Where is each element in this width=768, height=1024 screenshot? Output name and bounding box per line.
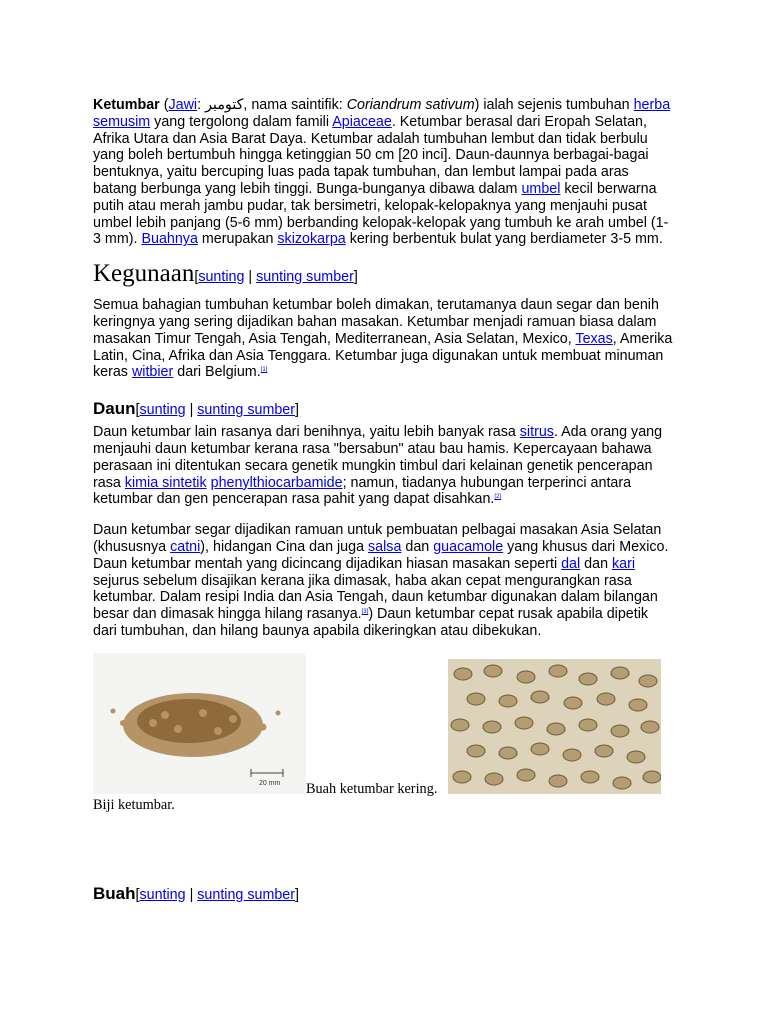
term-ketumbar: Ketumbar	[93, 97, 160, 113]
intro-paragraph	[93, 97, 673, 248]
edit-source-link[interactable]: sunting sumber	[256, 269, 354, 286]
link-kimia-sintetik[interactable]: kimia sintetik	[124, 474, 207, 491]
edit-links	[194, 269, 358, 285]
coriander-seeds-image[interactable]	[448, 659, 661, 794]
link-herba[interactable]: herba	[633, 97, 671, 113]
seed-pile-illustration	[93, 653, 306, 794]
heading-buah	[93, 884, 299, 905]
daun-paragraph-1	[93, 424, 673, 508]
bracket: ]	[295, 887, 299, 903]
intro-text: kecil berwarna putih atau merah jambu pudar, tak bersimetri, kelopak-kelopaknya yang menjauhi pusat umbel lebih panjang (5-6 mm) berbanding kelopak-kelopak yang tumbuh ke arah umbel (1-3 mm).	[93, 180, 669, 248]
body-text: dan	[401, 538, 434, 555]
link-dal[interactable]: dal	[561, 555, 581, 572]
body-text: dari Belgium.	[173, 364, 261, 381]
intro-text: . Ketumbar berasal dari Eropah Selatan, Afrika Utara dan Asia Barat Daya. Ketumbar adalah tumbuhan lembut dan tidak berbulu yang boleh bertumbuh hingga ketinggian 50 cm [20 inci]. Daun-daunnya berbagai-bagai bentuknya, yaitu bercuping luas pada tapak tumbuhan, dan lembut lampai pada aras batang berbunga yang lebih tinggi. Bunga-bunganya dibawa dalam	[93, 113, 649, 197]
heading-text: Buah	[93, 884, 136, 903]
intro-text: (	[159, 97, 169, 113]
edit-links	[136, 887, 300, 903]
reference-2[interactable]: [2]	[494, 494, 502, 501]
link-guacamole[interactable]: guacamole	[433, 538, 504, 555]
link-texas[interactable]: Texas	[575, 330, 613, 347]
link-sitrus[interactable]: sitrus	[519, 424, 554, 441]
edit-link[interactable]: sunting	[139, 402, 186, 419]
body-text: sejurus sebelum disajikan kerana jika dimasak, haba akan cepat mengurangkan rasa ketumbar. Dalam resipi India dan Asia Tengah, daun ketumbar digunakan dalam bilangan besar dan dimasak hingga hilang rasanya.	[93, 572, 658, 623]
reference-3[interactable]: [3]	[361, 609, 369, 616]
heading-text: Kegunaan	[93, 260, 195, 288]
link-semusim[interactable]: semusim	[93, 113, 151, 130]
separator: |	[185, 887, 198, 903]
heading-kegunaan	[93, 260, 673, 291]
body-text: , Amerika Latin, Cina, Afrika dan Asia Tenggara. Ketumbar juga digunakan untuk membuat minuman keras	[93, 330, 673, 381]
link-kari[interactable]: kari	[612, 555, 636, 572]
edit-source-link[interactable]: sunting sumber	[197, 887, 296, 903]
link-umbel[interactable]: umbel	[521, 180, 561, 197]
reference-1[interactable]: [1]	[260, 367, 268, 374]
link-phenylthiocarbamide[interactable]: phenylthiocarbamide	[210, 474, 343, 491]
link-salsa[interactable]: salsa	[368, 538, 402, 555]
edit-link[interactable]: sunting	[139, 887, 186, 903]
body-text: ; namun, tiadanya hubungan terperinci antara ketumbar dan gen pencerapan rasa pahit yang dapat disahkan.	[93, 474, 632, 508]
edit-link[interactable]: sunting	[198, 269, 245, 286]
link-jawi[interactable]: Jawi	[168, 97, 198, 113]
intro-text: kering berbentuk bulat yang berdiameter 3-5 mm.	[345, 231, 663, 248]
caption-seeds: Biji ketumbar.	[93, 796, 175, 813]
link-skizokarpa[interactable]: skizokarpa	[277, 231, 346, 248]
article-body	[93, 97, 673, 831]
bracket: [	[135, 887, 140, 903]
daun-paragraph-2	[93, 522, 673, 640]
body-text: Daun ketumbar segar dijadikan ramuan untuk pembuatan pelbagai masakan Asia Selatan (khususnya	[93, 522, 662, 555]
dried-coriander-image[interactable]	[93, 653, 306, 794]
body-text: Semua bahagian tumbuhan ketumbar boleh dimakan, terutamanya daun segar dan benih keringnya yang sering dijadikan bahan masakan. Ketumbar menjadi ramuan biasa dalam masakan Timur Tengah, Asia Tengah, Mediterranean, Asia Selatan, Mexico,	[93, 297, 659, 347]
bracket: ]	[353, 269, 358, 286]
link-witbier[interactable]: witbier	[131, 364, 174, 381]
body-text: ), hidangan Cina dan juga	[200, 538, 369, 555]
body-text: dan	[580, 555, 613, 572]
edit-source-link[interactable]: sunting sumber	[197, 402, 296, 419]
link-apiaceae[interactable]: Apiaceae	[332, 113, 392, 130]
link-catni[interactable]: catni	[170, 538, 201, 555]
intro-text: ) ialah sejenis tumbuhan	[474, 97, 634, 113]
body-text: ) Daun ketumbar cepat rusak apabila dipetik dari tumbuhan, dan hilang baunya apabila dikeringkan atau dibekukan.	[93, 606, 649, 639]
body-text: . Ada orang yang menjauhi daun ketumbar kerana rasa "bersabun" atau bau hamis. Kepercayaan bahawa perasaan ini ditentukan secara genetik mungkin timbul dari kelainan genetik pencerapan rasa	[93, 424, 663, 491]
intro-text: yang tergolong dalam famili	[150, 113, 333, 130]
body-text: yang khusus dari Mexico. Daun ketumbar mentah yang dicincang dijadikan hiasan masakan seperti	[93, 538, 669, 572]
separator: |	[244, 269, 257, 286]
figure-row	[93, 653, 673, 831]
seed-closeup-illustration	[448, 659, 661, 794]
kegunaan-paragraph	[93, 297, 673, 381]
bracket: ]	[295, 402, 299, 419]
bracket: [	[194, 269, 199, 286]
heading-text: Daun	[93, 399, 136, 419]
bracket: [	[135, 402, 140, 419]
scale-label: 20 mm	[259, 779, 281, 787]
scientific-name: Coriandrum sativum	[346, 97, 475, 113]
caption-dried-fruit: Buah ketumbar kering.	[306, 780, 438, 797]
intro-text: : كتومبر, nama saintifik:	[197, 97, 347, 113]
heading-daun	[93, 399, 673, 420]
body-text: Daun ketumbar lain rasanya dari benihnya, yaitu lebih banyak rasa	[93, 424, 520, 441]
intro-text: merupakan	[197, 231, 278, 248]
separator: |	[185, 402, 198, 419]
edit-links	[136, 402, 300, 418]
link-buahnya[interactable]: Buahnya	[141, 231, 198, 248]
